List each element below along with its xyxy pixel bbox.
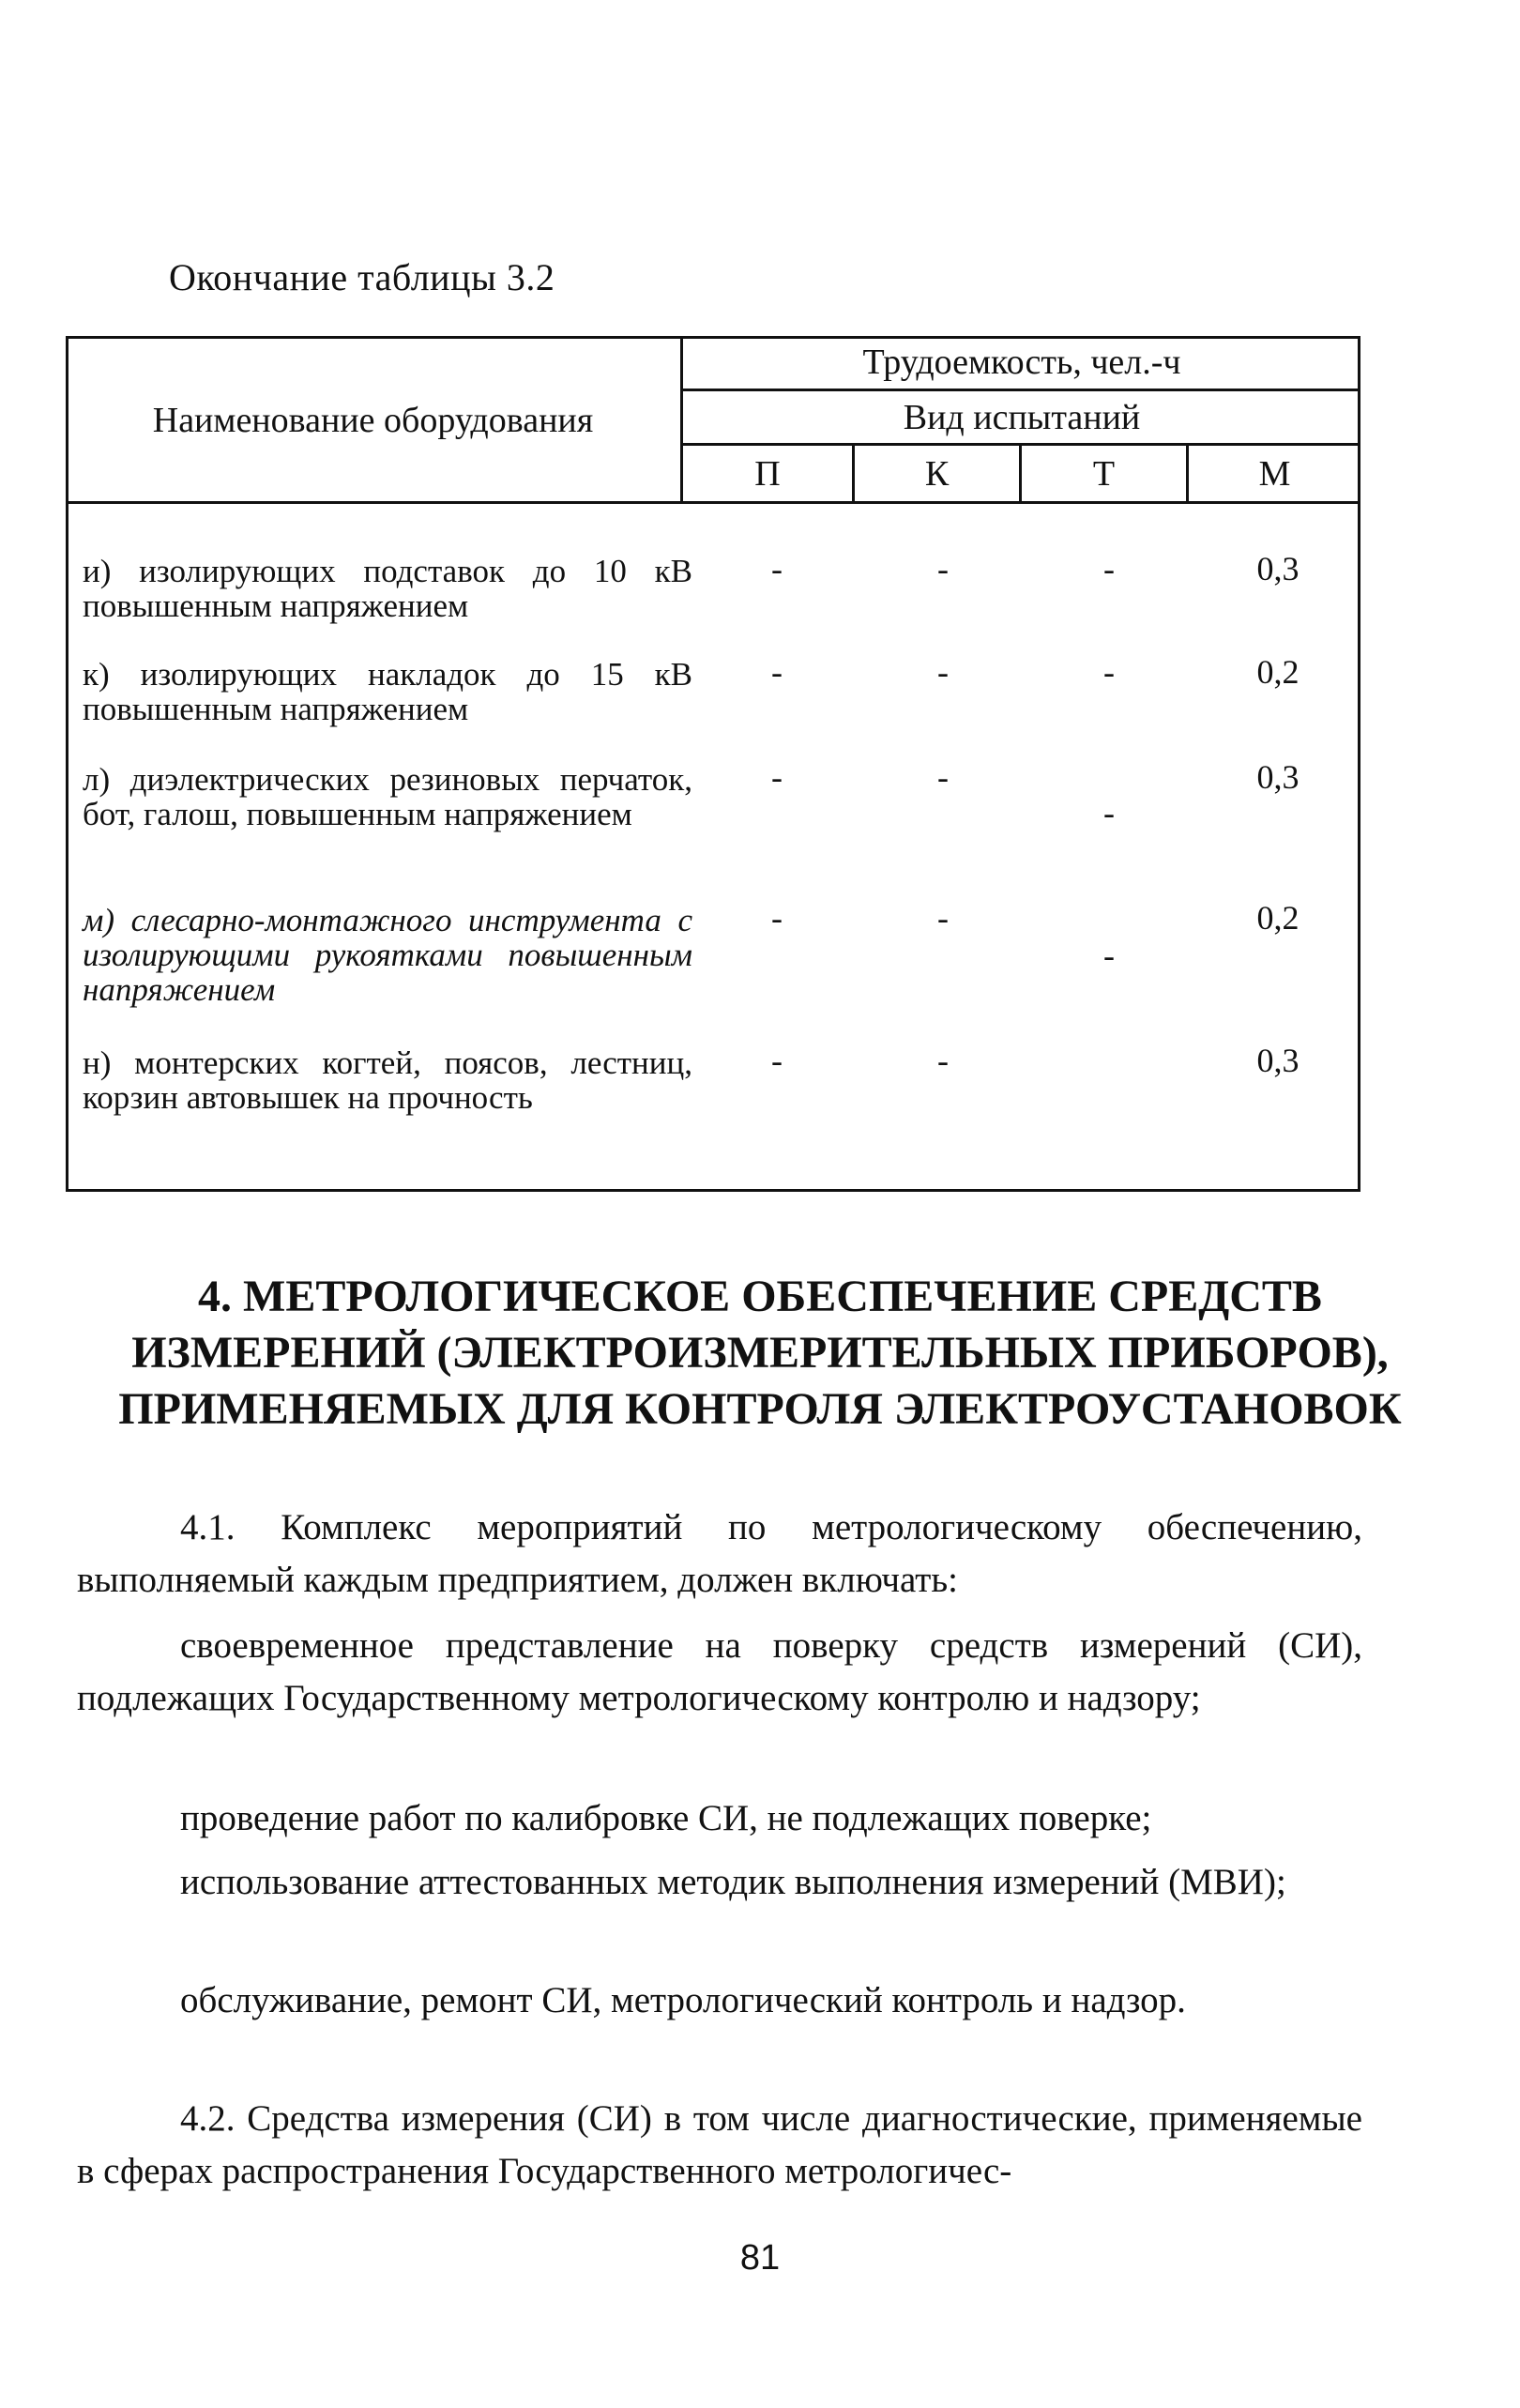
paragraph: использование аттестованных методик выполнения измерений (МВИ); <box>180 1862 1286 1902</box>
equipment-column-header: Наименование оборудования <box>152 400 594 440</box>
table-caption: Окончание таблицы 3.2 <box>169 256 555 298</box>
paragraph: 4.1. Комплекс мероприятий по метрологическому обеспечению, выполняемый каждым предприятием, должен включать: <box>77 1507 1362 1600</box>
row-equipment-name: н) монтерских когтей, поясов, лестниц, корзин автовышек на прочность <box>83 1044 692 1116</box>
row-value-m: 0,3 <box>1256 1042 1300 1079</box>
column-header-t: Т <box>1092 453 1116 494</box>
column-header-m: М <box>1258 453 1291 494</box>
paragraph: обслуживание, ремонт СИ, метрологический контроль и надзор. <box>180 1980 1186 2020</box>
row-value-p: - <box>771 899 783 937</box>
row-value-t: - <box>1103 794 1115 831</box>
row-value-m: 0,3 <box>1256 758 1300 796</box>
row-value-p: - <box>771 550 783 587</box>
row-value-m: 0,3 <box>1256 550 1300 587</box>
column-header-p: П <box>754 453 781 494</box>
row-value-p: - <box>771 1042 783 1079</box>
paragraph: 4.2. Средства измерения (СИ) в том числе диагностические, применяемые в сферах распространения Государственного метрологичес- <box>77 2098 1362 2191</box>
row-value-t: - <box>1103 550 1115 587</box>
row-value-k: - <box>937 550 949 587</box>
row-value-p: - <box>771 758 783 796</box>
column-header-k: К <box>924 453 950 494</box>
section-heading <box>84 1269 1436 1438</box>
row-equipment-name: к) изолирующих накладок до 15 кВ повышенным напряжением <box>83 656 692 727</box>
paragraph: проведение работ по калибровке СИ, не подлежащих поверке; <box>180 1798 1152 1838</box>
row-value-m: 0,2 <box>1256 899 1300 937</box>
row-value-k: - <box>937 899 949 937</box>
section-heading-line: ИЗМЕРЕНИЙ (ЭЛЕКТРОИЗМЕРИТЕЛЬНЫХ ПРИБОРОВ), <box>131 1328 1389 1378</box>
row-value-k: - <box>937 758 949 796</box>
row-equipment-name: м) слесарно-монтажного инструмента с изолирующими рукоятками повышенным напряжением <box>83 902 692 1008</box>
row-value-t: - <box>1103 937 1115 974</box>
row-value-t: - <box>1103 653 1115 691</box>
section-heading-line: 4. МЕТРОЛОГИЧЕСКОЕ ОБЕСПЕЧЕНИЕ СРЕДСТВ <box>198 1272 1322 1321</box>
row-value-k: - <box>937 653 949 691</box>
row-value-p: - <box>771 653 783 691</box>
laboriousness-header: Трудоемкость, чел.-ч <box>862 343 1181 382</box>
row-value-k: - <box>937 1042 949 1079</box>
page-number: 81 <box>739 2238 781 2278</box>
row-equipment-name: л) диэлектрических резиновых перчаток, бот, галош, повышенным напряжением <box>83 761 692 832</box>
paragraph: своевременное представление на поверку средств измерений (СИ), подлежащих Государственному метрологическому контролю и надзору; <box>77 1625 1362 1718</box>
test-type-header: Вид испытаний <box>903 397 1141 437</box>
row-equipment-name: и) изолирующих подставок до 10 кВ повышенным напряжением <box>83 553 692 624</box>
equipment-table <box>66 336 1360 1192</box>
section-heading-line: ПРИМЕНЯЕМЫХ ДЛЯ КОНТРОЛЯ ЭЛЕКТРОУСТАНОВОК <box>118 1384 1402 1434</box>
row-value-m: 0,2 <box>1256 653 1300 691</box>
